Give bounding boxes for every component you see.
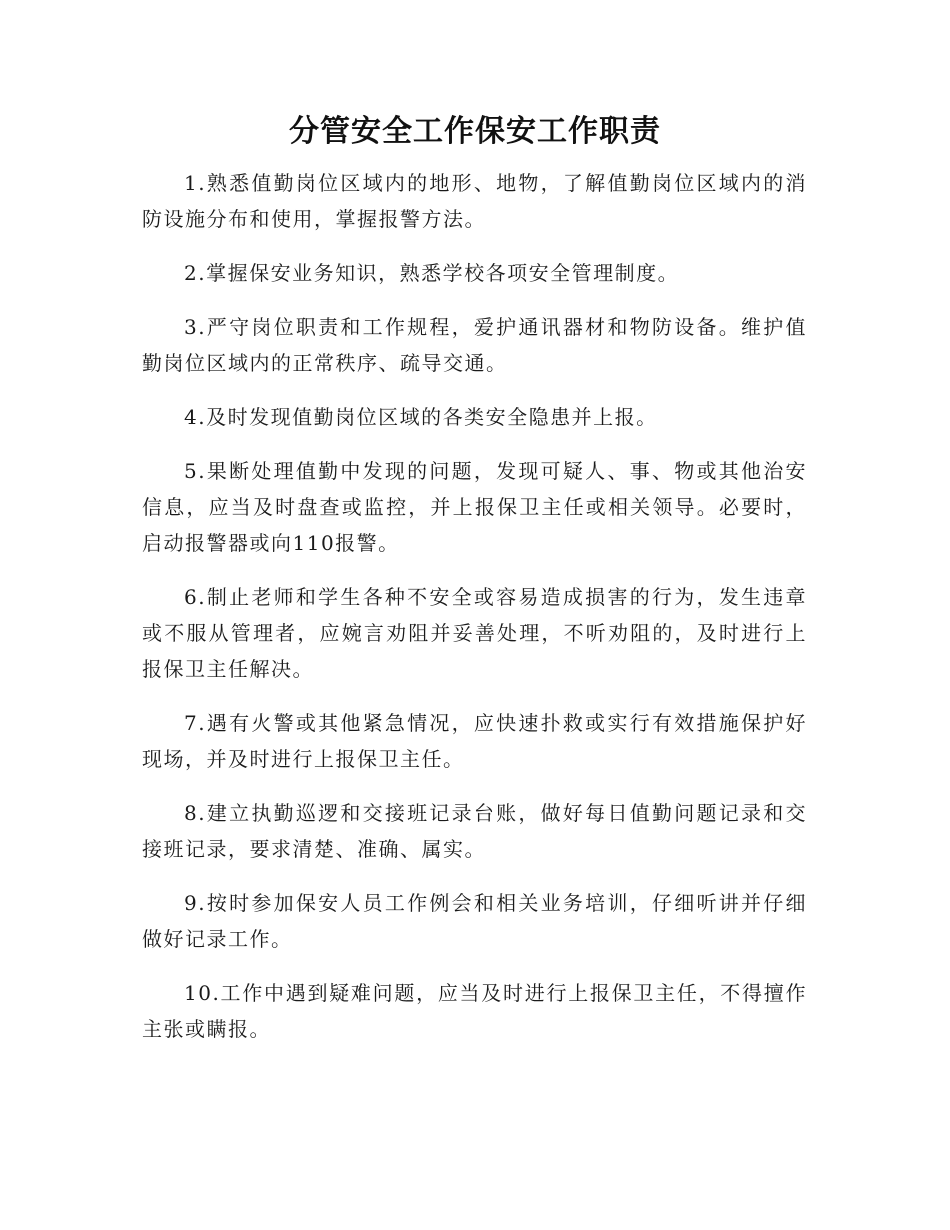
duty-item-10: 10.工作中遇到疑难问题，应当及时进行上报保卫主任，不得擅作主张或瞒报。 <box>142 981 807 1041</box>
duty-item-9: 9.按时参加保安人员工作例会和相关业务培训，仔细听讲并仔细做好记录工作。 <box>142 891 807 951</box>
duty-item-3: 3.严守岗位职责和工作规程，爱护通讯器材和物防设备。维护值勤岗位区域内的正常秩序、疏导交通。 <box>142 315 807 375</box>
duty-item-5: 5.果断处理值勤中发现的问题，发现可疑人、事、物或其他治安信息，应当及时盘查或监控，并上报保卫主任或相关领导。必要时，启动报警器或向110报警。 <box>142 459 807 555</box>
document-body <box>142 165 807 1065</box>
duty-item-6: 6.制止老师和学生各种不安全或容易造成损害的行为，发生违章或不服从管理者，应婉言劝阻并妥善处理，不听劝阻的，及时进行上报保卫主任解决。 <box>142 585 807 681</box>
duty-item-1: 1.熟悉值勤岗位区域内的地形、地物，了解值勤岗位区域内的消防设施分布和使用，掌握报警方法。 <box>142 171 807 231</box>
duty-item-4: 4.及时发现值勤岗位区域的各类安全隐患并上报。 <box>184 405 658 429</box>
duty-item-8: 8.建立执勤巡逻和交接班记录台账，做好每日值勤问题记录和交接班记录，要求清楚、准确、属实。 <box>142 801 807 861</box>
duty-item-7: 7.遇有火警或其他紧急情况，应快速扑救或实行有效措施保护好现场，并及时进行上报保卫主任。 <box>142 711 807 771</box>
document-title: 分管安全工作保安工作职责 <box>289 114 661 149</box>
duty-item-2: 2.掌握保安业务知识，熟悉学校各项安全管理制度。 <box>184 261 680 285</box>
